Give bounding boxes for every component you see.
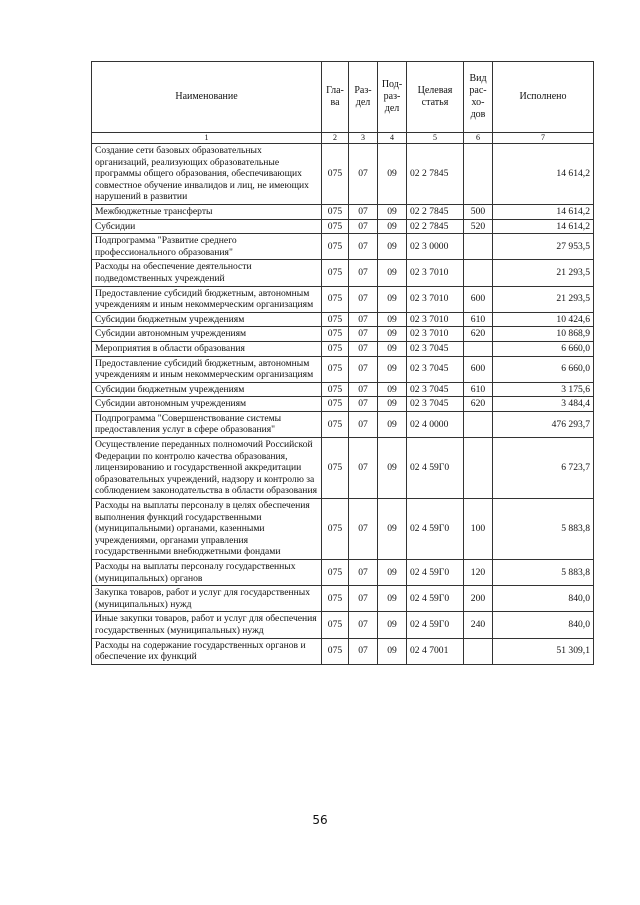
cell-section: 07 xyxy=(349,219,378,234)
table-row xyxy=(92,560,594,586)
cell-target-article: 02 4 7001 xyxy=(407,638,464,664)
cell-target-article: 02 4 0000 xyxy=(407,411,464,437)
cell-chapter: 075 xyxy=(322,260,349,286)
cell-executed: 10 868,9 xyxy=(493,327,594,342)
header-target-article: Целевая статья xyxy=(407,62,464,133)
column-number: 7 xyxy=(493,133,594,144)
cell-section: 07 xyxy=(349,356,378,382)
table-row xyxy=(92,382,594,397)
cell-executed: 14 614,2 xyxy=(493,144,594,205)
cell-target-article: 02 3 0000 xyxy=(407,234,464,260)
cell-name: Межбюджетные трансферты xyxy=(92,204,322,219)
cell-executed: 21 293,5 xyxy=(493,260,594,286)
cell-target-article: 02 4 59Г0 xyxy=(407,586,464,612)
cell-name: Расходы на обеспечение деятельности подведомственных учреждений xyxy=(92,260,322,286)
cell-expense-type: 610 xyxy=(464,382,493,397)
cell-chapter: 075 xyxy=(322,219,349,234)
header-executed: Исполнено xyxy=(493,62,594,133)
header-expense-type: Вид рас- хо- дов xyxy=(464,62,493,133)
cell-executed: 6 660,0 xyxy=(493,356,594,382)
cell-name: Субсидии автономным учреждениям xyxy=(92,397,322,412)
cell-subsection: 09 xyxy=(378,327,407,342)
cell-chapter: 075 xyxy=(322,560,349,586)
column-number: 1 xyxy=(92,133,322,144)
cell-subsection: 09 xyxy=(378,356,407,382)
cell-expense-type xyxy=(464,341,493,356)
cell-target-article: 02 2 7845 xyxy=(407,204,464,219)
cell-subsection: 09 xyxy=(378,341,407,356)
cell-executed: 10 424,6 xyxy=(493,312,594,327)
cell-subsection: 09 xyxy=(378,397,407,412)
cell-subsection: 09 xyxy=(378,144,407,205)
cell-executed: 476 293,7 xyxy=(493,411,594,437)
table-row xyxy=(92,397,594,412)
cell-subsection: 09 xyxy=(378,260,407,286)
table-row xyxy=(92,260,594,286)
cell-target-article: 02 4 59Г0 xyxy=(407,438,464,499)
cell-chapter: 075 xyxy=(322,411,349,437)
table-row xyxy=(92,204,594,219)
cell-expense-type: 600 xyxy=(464,356,493,382)
cell-chapter: 075 xyxy=(322,341,349,356)
cell-subsection: 09 xyxy=(378,382,407,397)
header-subsection: Под- раз- дел xyxy=(378,62,407,133)
cell-executed: 840,0 xyxy=(493,586,594,612)
cell-section: 07 xyxy=(349,560,378,586)
cell-expense-type: 240 xyxy=(464,612,493,638)
cell-subsection: 09 xyxy=(378,638,407,664)
table-row xyxy=(92,234,594,260)
table-row xyxy=(92,411,594,437)
cell-target-article: 02 4 59Г0 xyxy=(407,612,464,638)
cell-target-article: 02 3 7045 xyxy=(407,382,464,397)
cell-chapter: 075 xyxy=(322,586,349,612)
cell-executed: 14 614,2 xyxy=(493,219,594,234)
cell-executed: 27 953,5 xyxy=(493,234,594,260)
cell-name: Иные закупки товаров, работ и услуг для обеспечения государственных (муниципальных) нужд xyxy=(92,612,322,638)
cell-chapter: 075 xyxy=(322,499,349,560)
cell-subsection: 09 xyxy=(378,312,407,327)
cell-subsection: 09 xyxy=(378,219,407,234)
column-number-row xyxy=(92,133,594,144)
cell-executed: 6 660,0 xyxy=(493,341,594,356)
table-row xyxy=(92,286,594,312)
cell-section: 07 xyxy=(349,638,378,664)
cell-section: 07 xyxy=(349,382,378,397)
table-row xyxy=(92,341,594,356)
column-number: 5 xyxy=(407,133,464,144)
cell-section: 07 xyxy=(349,341,378,356)
cell-expense-type xyxy=(464,260,493,286)
cell-name: Расходы на содержание государственных органов и обеспечение их функций xyxy=(92,638,322,664)
table-row xyxy=(92,586,594,612)
cell-name: Предоставление субсидий бюджетным, автономным учреждениям и иным некоммерческим организациям xyxy=(92,356,322,382)
cell-chapter: 075 xyxy=(322,438,349,499)
cell-subsection: 09 xyxy=(378,438,407,499)
table-row xyxy=(92,638,594,664)
cell-executed: 51 309,1 xyxy=(493,638,594,664)
cell-name: Субсидии бюджетным учреждениям xyxy=(92,382,322,397)
cell-target-article: 02 3 7010 xyxy=(407,312,464,327)
header-section: Раз- дел xyxy=(349,62,378,133)
cell-chapter: 075 xyxy=(322,638,349,664)
cell-expense-type: 610 xyxy=(464,312,493,327)
cell-expense-type xyxy=(464,411,493,437)
cell-executed: 3 484,4 xyxy=(493,397,594,412)
cell-section: 07 xyxy=(349,397,378,412)
table-body xyxy=(92,144,594,665)
cell-expense-type: 500 xyxy=(464,204,493,219)
cell-name: Субсидии xyxy=(92,219,322,234)
cell-subsection: 09 xyxy=(378,586,407,612)
cell-chapter: 075 xyxy=(322,327,349,342)
table-row xyxy=(92,612,594,638)
column-number: 4 xyxy=(378,133,407,144)
cell-name: Подпрограмма "Развитие среднего профессионального образования" xyxy=(92,234,322,260)
cell-target-article: 02 3 7045 xyxy=(407,397,464,412)
cell-section: 07 xyxy=(349,438,378,499)
table-row xyxy=(92,438,594,499)
cell-target-article: 02 4 59Г0 xyxy=(407,499,464,560)
cell-name: Предоставление субсидий бюджетным, автономным учреждениям и иным некоммерческим организациям xyxy=(92,286,322,312)
budget-execution-table xyxy=(91,61,594,665)
column-number: 3 xyxy=(349,133,378,144)
cell-target-article: 02 2 7845 xyxy=(407,144,464,205)
cell-expense-type: 620 xyxy=(464,327,493,342)
cell-chapter: 075 xyxy=(322,312,349,327)
cell-expense-type xyxy=(464,234,493,260)
cell-section: 07 xyxy=(349,612,378,638)
column-number: 2 xyxy=(322,133,349,144)
cell-section: 07 xyxy=(349,286,378,312)
cell-chapter: 075 xyxy=(322,286,349,312)
cell-executed: 14 614,2 xyxy=(493,204,594,219)
cell-subsection: 09 xyxy=(378,204,407,219)
cell-section: 07 xyxy=(349,327,378,342)
cell-expense-type: 100 xyxy=(464,499,493,560)
cell-expense-type: 200 xyxy=(464,586,493,612)
cell-name: Расходы на выплаты персоналу в целях обеспечения выполнения функций государственными (муниципальными) органами, казенными учреждениями, органами управления государственными внебюджетными фондами xyxy=(92,499,322,560)
cell-section: 07 xyxy=(349,204,378,219)
cell-section: 07 xyxy=(349,586,378,612)
cell-target-article: 02 3 7010 xyxy=(407,327,464,342)
cell-name: Закупка товаров, работ и услуг для государственных (муниципальных) нужд xyxy=(92,586,322,612)
cell-subsection: 09 xyxy=(378,286,407,312)
cell-chapter: 075 xyxy=(322,204,349,219)
cell-executed: 5 883,8 xyxy=(493,499,594,560)
table-row xyxy=(92,327,594,342)
cell-name: Субсидии бюджетным учреждениям xyxy=(92,312,322,327)
cell-expense-type xyxy=(464,144,493,205)
cell-section: 07 xyxy=(349,411,378,437)
cell-subsection: 09 xyxy=(378,499,407,560)
cell-section: 07 xyxy=(349,144,378,205)
table-row xyxy=(92,499,594,560)
cell-subsection: 09 xyxy=(378,612,407,638)
cell-name: Мероприятия в области образования xyxy=(92,341,322,356)
cell-expense-type xyxy=(464,438,493,499)
cell-name: Субсидии автономным учреждениям xyxy=(92,327,322,342)
table-row xyxy=(92,144,594,205)
page-number: 56 xyxy=(312,813,328,827)
cell-name: Осуществление переданных полномочий Российской Федерации по контролю качества образования, лицензированию и государственной аккредитации образовательных учреждений, надзору и контролю за соблюдением законодательства в области образования xyxy=(92,438,322,499)
cell-target-article: 02 3 7045 xyxy=(407,356,464,382)
cell-name: Создание сети базовых образовательных организаций, реализующих образовательные программы общего образования, обеспечивающих совместное обучение инвалидов и лиц, не имеющих нарушений в развитии xyxy=(92,144,322,205)
cell-expense-type xyxy=(464,638,493,664)
cell-chapter: 075 xyxy=(322,397,349,412)
cell-name: Подпрограмма "Совершенствование системы предоставления услуг в сфере образования" xyxy=(92,411,322,437)
cell-expense-type: 620 xyxy=(464,397,493,412)
table-header-row xyxy=(92,62,594,133)
cell-target-article: 02 3 7045 xyxy=(407,341,464,356)
cell-target-article: 02 3 7010 xyxy=(407,286,464,312)
cell-section: 07 xyxy=(349,234,378,260)
table-row xyxy=(92,312,594,327)
table-row xyxy=(92,219,594,234)
cell-executed: 6 723,7 xyxy=(493,438,594,499)
cell-executed: 5 883,8 xyxy=(493,560,594,586)
cell-executed: 3 175,6 xyxy=(493,382,594,397)
cell-subsection: 09 xyxy=(378,411,407,437)
cell-expense-type: 600 xyxy=(464,286,493,312)
cell-executed: 21 293,5 xyxy=(493,286,594,312)
column-number: 6 xyxy=(464,133,493,144)
cell-name: Расходы на выплаты персоналу государственных (муниципальных) органов xyxy=(92,560,322,586)
cell-subsection: 09 xyxy=(378,560,407,586)
cell-expense-type: 120 xyxy=(464,560,493,586)
cell-target-article: 02 2 7845 xyxy=(407,219,464,234)
cell-section: 07 xyxy=(349,499,378,560)
cell-chapter: 075 xyxy=(322,612,349,638)
cell-expense-type: 520 xyxy=(464,219,493,234)
cell-executed: 840,0 xyxy=(493,612,594,638)
cell-chapter: 075 xyxy=(322,356,349,382)
header-chapter: Гла- ва xyxy=(322,62,349,133)
cell-section: 07 xyxy=(349,260,378,286)
header-name: Наименование xyxy=(92,62,322,133)
cell-target-article: 02 3 7010 xyxy=(407,260,464,286)
cell-section: 07 xyxy=(349,312,378,327)
table-row xyxy=(92,356,594,382)
cell-chapter: 075 xyxy=(322,234,349,260)
cell-chapter: 075 xyxy=(322,382,349,397)
cell-target-article: 02 4 59Г0 xyxy=(407,560,464,586)
cell-chapter: 075 xyxy=(322,144,349,205)
cell-subsection: 09 xyxy=(378,234,407,260)
